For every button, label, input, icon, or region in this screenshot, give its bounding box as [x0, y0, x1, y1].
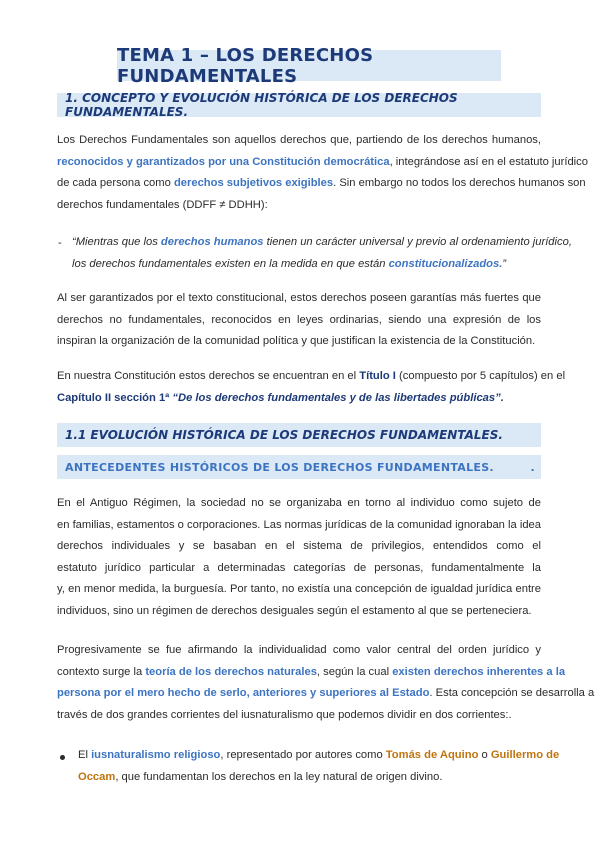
- p4-line-1: En el Antiguo Régimen, la sociedad no se organizaba en torno al individuo como sujeto de: [57, 497, 541, 509]
- bullet-1-author-2b: Occam: [78, 770, 116, 783]
- quote-highlight-2: constitucionalizados.: [388, 257, 503, 270]
- p5-highlight-rights-2: persona por el mero hecho de serlo, anteriores y superiores al Estado: [57, 687, 430, 699]
- subsection-heading-trail: .: [530, 460, 535, 474]
- paragraph-3: [57, 366, 566, 409]
- p4-line-6: individuos, sino un régimen de derechos desiguales según el estamento al que se perteneciera.: [57, 604, 532, 617]
- bullet-1-line-1: [78, 745, 560, 767]
- quote-line-2-b: ”: [502, 257, 507, 270]
- p4-line-3: derechos individuales y se basaban en el sistema de privilegios, entendidos como el: [57, 540, 541, 552]
- paragraph-2: [57, 288, 541, 353]
- p4-line-4: estatuto jurídico particular a determinadas categorías de personas, fundamentalmente la: [57, 561, 541, 574]
- p4-line-2: en familias, estamentos o corporaciones. Las normas jurídicas de la comunidad ignoraban la idea: [57, 518, 541, 531]
- p5-line-3-b: . Esta concepción se desarrolla a: [429, 687, 595, 699]
- bullet-item-1: [78, 745, 560, 788]
- p5-line-1: Progresivamente se fue afirmando la individualidad como valor central del orden jurídico y: [57, 644, 541, 656]
- p3-line-1: [57, 366, 566, 388]
- bullet-1-line-1-a: El: [78, 749, 92, 761]
- subsection-heading-text: ANTECEDENTES HISTÓRICOS DE LOS DERECHOS FUNDAMENTALES.: [65, 460, 494, 474]
- p5-line-2: [57, 662, 566, 684]
- bullet-1-author-1: Tomás de Aquino: [385, 749, 479, 761]
- p1-line-3-a: de cada persona como: [57, 177, 174, 189]
- quote-line-2-a: los derechos fundamentales existen en la medida en que están: [72, 257, 389, 270]
- bullet-1-line-2: [78, 767, 541, 789]
- p3-italic-title: “De los derechos fundamentales y de las libertades públicas”.: [169, 391, 504, 404]
- section-heading-1: [57, 93, 541, 117]
- p1-line-2-rest: , integrándose así en el estatuto jurídico: [389, 155, 588, 168]
- bullet-1-author-2a: Guillermo de: [490, 749, 560, 761]
- p5-line-3: [57, 683, 595, 705]
- quote-line-1-a: “Mientras que los: [72, 236, 161, 248]
- p3-line-1-a: En nuestra Constitución estos derechos se encuentran en el: [57, 370, 360, 382]
- p2-line-3: inspiran la organización de la comunidad política y que justifican la existencia de la Constitución.: [57, 335, 536, 347]
- quote-line-1: [72, 232, 572, 254]
- subsection-heading: [57, 455, 541, 479]
- quote-line-2: [72, 254, 542, 276]
- p3-line-1-b: (compuesto por 5 capítulos) en el: [395, 370, 566, 382]
- quote-block: [72, 232, 572, 275]
- p5-line-2-a: contexto surge la: [57, 665, 146, 678]
- p4-line-5: y, en menor medida, la burguesía. Por tanto, no existía una concepción de igualdad jurídica entre: [57, 583, 541, 595]
- p1-line-3-b: . Sin embargo no todos los derechos humanos son: [333, 177, 586, 189]
- p1-line-3: [57, 173, 586, 195]
- bullet-1-highlight: iusnaturalismo religioso: [91, 749, 221, 761]
- p5-line-4: través de dos grandes corrientes del iusnaturalismo que podemos dividir en dos corrientes:.: [57, 708, 512, 721]
- p1-line-1: Los Derechos Fundamentales son aquellos derechos que, partiendo de los derechos humanos,: [57, 134, 541, 146]
- p1-highlight-1: reconocidos y garantizados por una Constitución democrática: [57, 155, 390, 168]
- section-heading-1-1-text: 1.1 EVOLUCIÓN HISTÓRICA DE LOS DERECHOS FUNDAMENTALES.: [65, 428, 503, 442]
- bullet-1-line-1-b: , representado por autores como: [220, 749, 386, 761]
- page-title: TEMA 1 – LOS DERECHOS FUNDAMENTALES: [117, 44, 374, 87]
- section-heading-1-1: [57, 423, 541, 447]
- bullet-1-line-1-c: o: [478, 749, 491, 761]
- paragraph-5: [57, 640, 595, 726]
- p3-highlight-title: Título I: [359, 370, 396, 382]
- paragraph-4: [57, 493, 541, 622]
- quote-highlight-1: derechos humanos: [160, 236, 264, 248]
- p5-highlight-theory: teoría de los derechos naturales: [145, 665, 317, 678]
- p3-line-2: [57, 388, 541, 410]
- bullet-1-line-2-b: , que fundamentan los derechos en la ley natural de origen divino.: [115, 770, 443, 783]
- p2-line-2: derechos no fundamentales, reconocidos en leyes ordinarias, siendo una expresión de los: [57, 313, 541, 326]
- title-band: [117, 44, 501, 87]
- p3-highlight-chapter: Capítulo II sección 1ª: [57, 391, 170, 404]
- bullet-dot: [60, 755, 65, 760]
- p1-highlight-2: derechos subjetivos exigibles: [173, 177, 334, 189]
- p5-line-2-b: , según la cual: [316, 665, 393, 678]
- quote-line-1-b: tienen un carácter universal y previo al ordenamiento jurídico,: [263, 236, 572, 248]
- p1-line-4: derechos fundamentales (DDFF ≠ DDHH):: [57, 198, 268, 211]
- p2-line-1: Al ser garantizados por el texto constitucional, estos derechos poseen garantías más fuertes que: [57, 292, 541, 304]
- quote-dash: -: [58, 237, 62, 249]
- p1-line-2: [57, 152, 588, 174]
- section-heading-1-text: 1. CONCEPTO Y EVOLUCIÓN HISTÓRICA DE LOS DERECHOS FUNDAMENTALES.: [65, 91, 458, 119]
- paragraph-1: [57, 130, 588, 216]
- p5-highlight-rights-1: existen derechos inherentes a la: [392, 665, 566, 678]
